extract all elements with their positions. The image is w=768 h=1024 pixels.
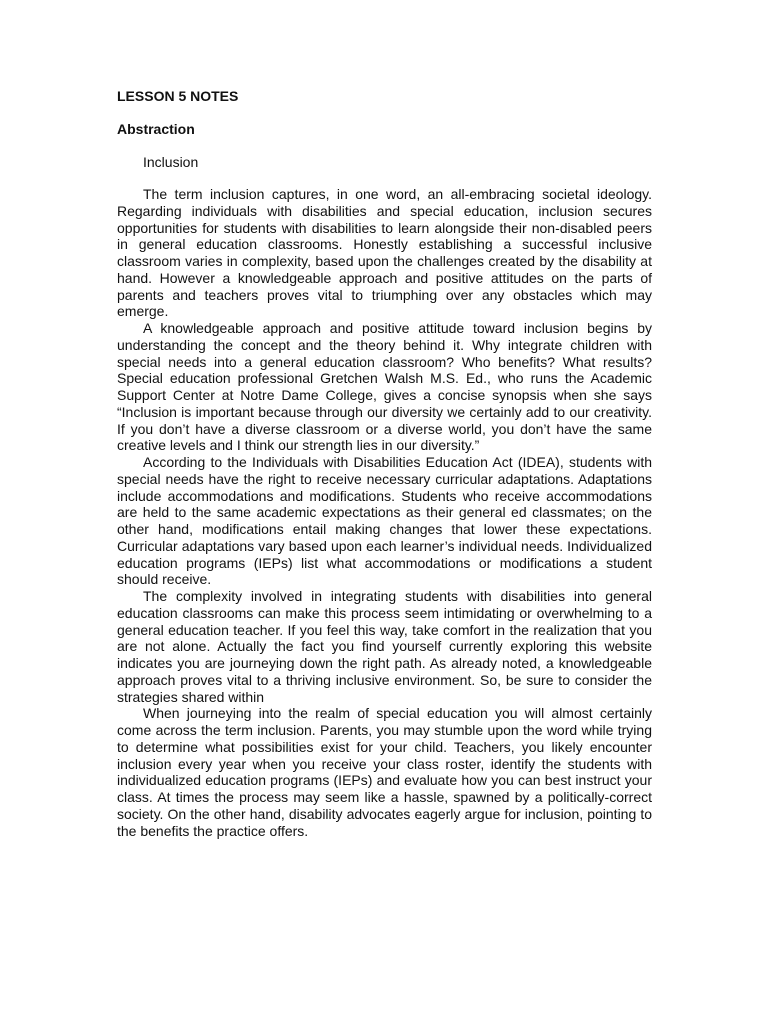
paragraph: The term inclusion captures, in one word, an all-embracing societal ideology. Regarding individuals with disabilities and special education, inclusion secures opportunities for students with disabilities to learn alongside their non-disabled peers in general education classrooms. Honestly establishing a successful inclusive classroom varies in complexity, based upon the challenges created by the disability at hand. However a knowledgeable approach and positive attitudes on the parts of parents and teachers proves vital to triumphing over any obstacles which may emerge. [117,186,652,320]
paragraph: When journeying into the realm of special education you will almost certainly come across the term inclusion. Parents, you may stumble upon the word while trying to determine what possibilities exist for your child. Teachers, you likely encounter inclusion every year when you receive your class roster, identify the students with individualized education programs (IEPs) and evaluate how you can best instruct your class. At times the process may seem like a hassle, spawned by a politically-correct society. On the other hand, disability advocates eagerly argue for inclusion, pointing to the benefits the practice offers. [117,705,652,839]
document-title: LESSON 5 NOTES [117,88,239,104]
paragraph: The complexity involved in integrating students with disabilities into general education classrooms can make this process seem intimidating or overwhelming to a general education teacher. If you feel this way, take comfort in the realization that you are not alone. Actually the fact you find yourself currently exploring this website indicates you are journeying down the right path. As already noted, a knowledgeable approach proves vital to a thriving inclusive environment. So, be sure to consider the strategies shared within [117,588,652,705]
document-page [117,86,652,839]
topic-heading: Inclusion [143,154,199,170]
paragraph: According to the Individuals with Disabilities Education Act (IDEA), students with special needs have the right to receive necessary curricular adaptations. Adaptations include accommodations and modifications. Students who receive accommodations are held to the same academic expectations as their general ed classmates; on the other hand, modifications entail making changes that lower these expectations. Curricular adaptations vary based upon each learner’s individual needs. Individualized education programs (IEPs) list what accommodations or modifications a student should receive. [117,454,652,588]
section-heading: Abstraction [117,121,195,137]
document-body [117,186,652,839]
paragraph: A knowledgeable approach and positive attitude toward inclusion begins by understanding the concept and the theory behind it. Why integrate children with special needs into a general education classroom? Who benefits? What results? Special education professional Gretchen Walsh M.S. Ed., who runs the Academic Support Center at Notre Dame College, gives a concise synopsis when she says “Inclusion is important because through our diversity we certainly add to our creativity. If you don’t have a diverse classroom or a diverse world, you don’t have the same creative levels and I think our strength lies in our diversity.” [117,320,652,454]
